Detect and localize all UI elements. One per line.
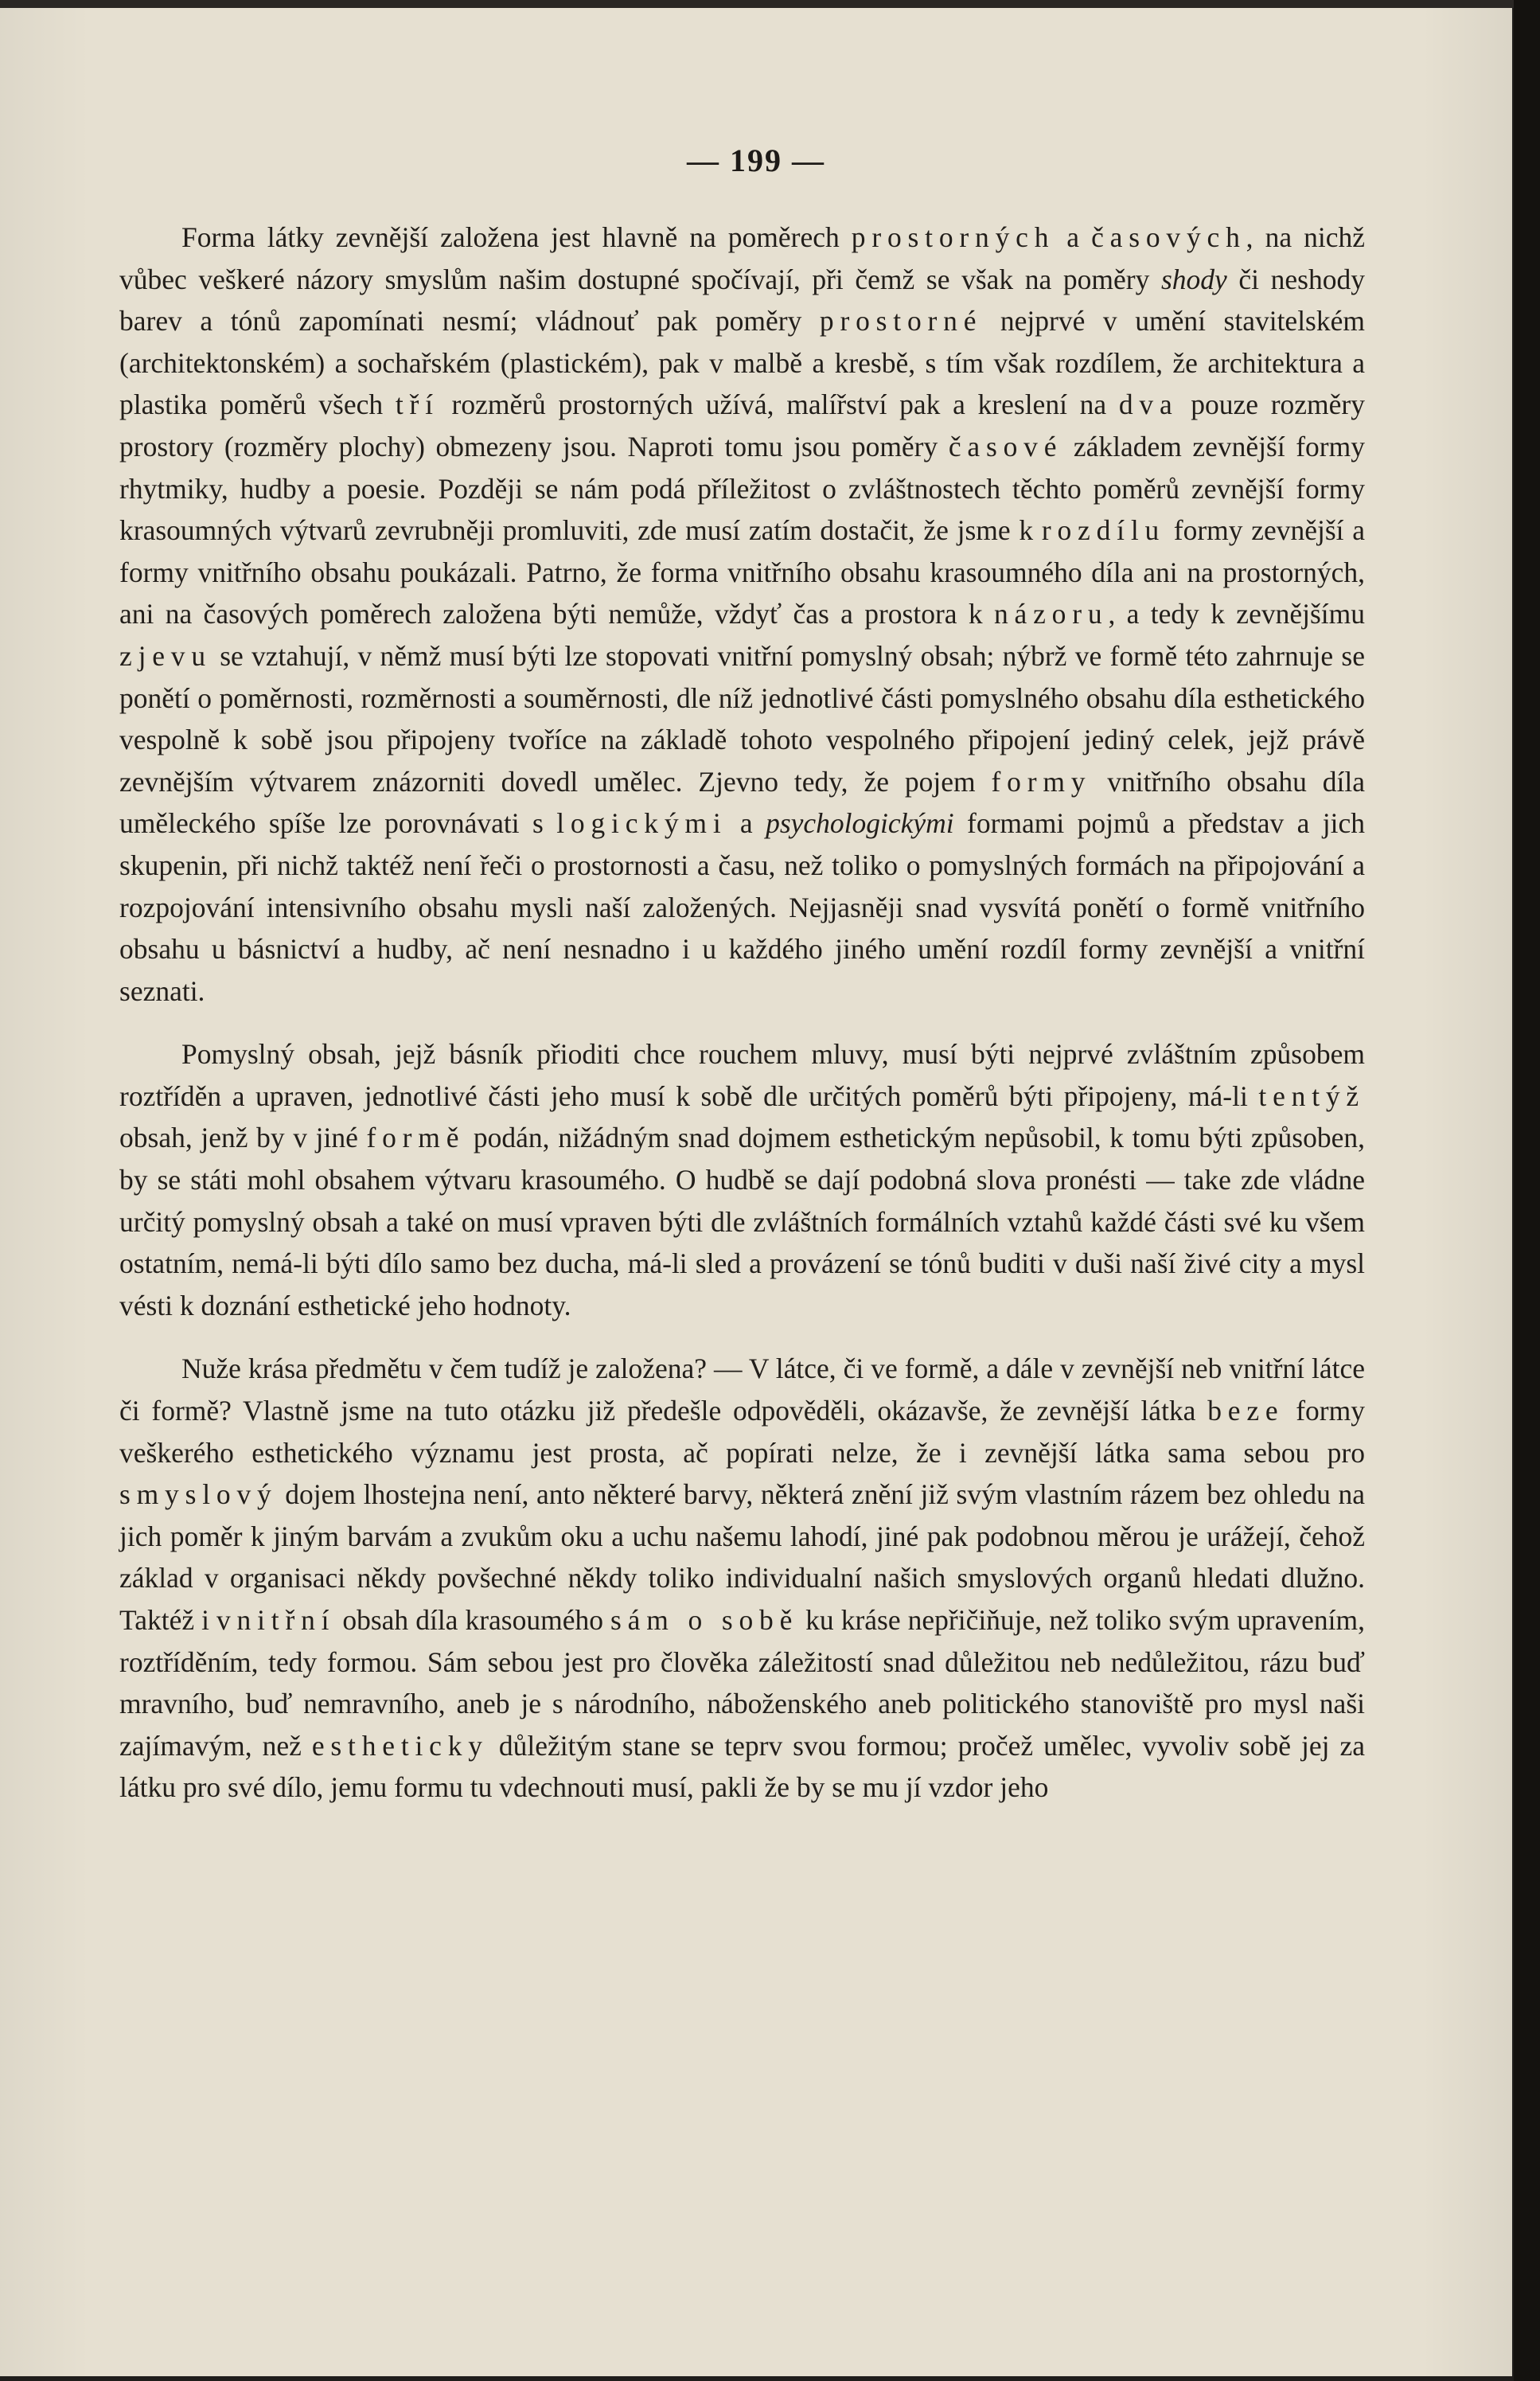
text-run: Forma látky zevnější založena jest hlavně na poměrech — [181, 221, 852, 253]
text-run: nejprvé v umění stavitelském (architektonském) a sochařském (plastickém), pak v malbě a kresbě, s tím však rozdílem, že architektura a plastika poměrů všech — [119, 305, 1365, 421]
text-run: důležitým stane se teprv svou formou; pročež umělec, vyvoliv sobě jej za látku pro své dílo, jemu formu tu vdechnouti musí, pakli že by se mu jí vzdor jeho — [119, 1729, 1365, 1804]
text-run: dojem lhostejna není, anto některé barvy, některá znění již svým vlastním rázem bez ohledu na jich poměr k jiným barvám a zvukům oku a uchu našemu lahodí, jiné pak podobnou měrou je urážejí, čehož základ v organisaci někdy povšechné někdy toliko individualní našich smyslových organů hledati dlužno. Taktéž i — [119, 1478, 1365, 1636]
paragraph — [119, 217, 1365, 1012]
text-run: rozměrů prostorných užívá, malířství pak a kreslení na — [439, 388, 1119, 421]
spaced-emphasis: beze — [1207, 1395, 1285, 1427]
text-run: a — [1055, 221, 1092, 253]
paragraph — [119, 1033, 1365, 1326]
text-run: a — [727, 807, 766, 840]
spaced-emphasis: smyslový — [119, 1478, 278, 1511]
spaced-emphasis: formě — [366, 1122, 466, 1154]
italic-emphasis: shody — [1160, 263, 1227, 295]
text-run: vnitřního obsahu díla uměleckého spíše lze porovnávati s — [119, 765, 1365, 840]
body-text — [119, 217, 1365, 1830]
page-number: — 199 — — [687, 142, 825, 178]
spaced-emphasis: časové — [948, 430, 1063, 463]
italic-emphasis: psychologickými — [766, 807, 954, 840]
book-page — [0, 8, 1512, 2376]
spaced-emphasis: prostorné — [819, 305, 983, 338]
text-run: formy zevnější a formy vnitřního obsahu poukázali. Patrno, že forma vnitřního obsahu krasoumného díla ani na prostorných, ani na časových poměrech založena býti nemůže, vždyť čas a prostora k — [119, 514, 1366, 630]
spaced-emphasis: logickými — [556, 807, 727, 840]
text-run: Pomyslný obsah, jejž básník přioditi chce rouchem mluvy, musí býti nejprvé zvláštním způsobem roztříděn a upraven, jednotlivé části jeho musí k sobě dle určitých poměrů býti připojeny, má-li — [119, 1038, 1365, 1112]
text-run: formami pojmů a představ a jich skupenin, při nichž taktéž není řeči o prostornosti a času, než toliko o pomyslných formách na připojování a rozpojování intensivního obsahu mysli naší založených. Nejjasněji snad vysvítá ponětí o formě vnitřního obsahu u básnictví a hudby, ač není nesnadno i u každého jiného umění rozdíl formy zevnější a vnitřní seznati. — [119, 807, 1365, 1007]
text-run: či neshody barev a tónů zapomínati nesmí; vládnouť pak poměry — [119, 263, 1365, 338]
spaced-emphasis: sám o sobě — [610, 1604, 799, 1636]
spaced-emphasis: časových — [1091, 221, 1246, 253]
text-run: obsah, jenž by v jiné — [119, 1122, 367, 1154]
scan-top-border — [0, 0, 1540, 8]
spaced-emphasis: estheticky — [311, 1729, 489, 1762]
scan-right-border — [1514, 0, 1540, 2381]
text-run: ku kráse nepřičiňuje, než toliko svým upravením, roztříděním, tedy formou. Sám sebou jest pro člověka záležitostí snad důležitou neb nedůležitou, rázu buď mravního, buď nemravního, aneb je s národního, náboženského aneb politického stanoviště pro mysl naši zajímavým, než — [119, 1604, 1365, 1762]
spaced-emphasis: formy — [991, 765, 1092, 798]
spaced-emphasis: dva — [1118, 388, 1179, 421]
text-run: podán, nižádným snad dojmem esthetickým nepůsobil, k tomu býti způsoben, by se státi mohl obsahem výtvaru krasoumého. O hudbě se dají podobná slova pronésti — take zde vládne určitý pomyslný obsah a také on musí vpraven býti dle zvláštních formálních vztahů každé části své ku všem ostatním, nemá-li býti dílo samo bez ducha, má-li sled a provázení se tónů buditi v duši naší živé city a mysl vésti k doznání esthetické jeho hodnoty. — [119, 1122, 1366, 1321]
text-run: pouze rozměry prostory (rozměry plochy) obmezeny jsou. Naproti tomu jsou poměry — [119, 388, 1365, 463]
text-run: obsah díla krasoumého — [335, 1604, 610, 1636]
text-run: , na nichž vůbec veškeré názory smyslům našim dostupné spočívají, při čemž se však na poměry — [119, 221, 1365, 295]
spaced-emphasis: zjevu — [119, 639, 212, 672]
spaced-emphasis: rozdílu — [1041, 514, 1166, 547]
spaced-emphasis: tentýž — [1258, 1079, 1365, 1112]
spaced-emphasis: tří — [395, 388, 439, 421]
text-run: formy veškerého esthetického významu jest prosta, ač popírati nelze, že i zevnější látka sama sebou pro — [119, 1395, 1365, 1469]
spaced-emphasis: vnitřní — [216, 1604, 336, 1636]
spaced-emphasis: prostorných — [851, 221, 1055, 253]
paragraph — [119, 1348, 1365, 1809]
text-run: , a tedy k zevnějšímu — [1108, 598, 1365, 630]
spaced-emphasis: názoru — [993, 598, 1109, 630]
text-run: základem zevnější formy rhytmiky, hudby a poesie. Později se nám podá příležitost o zvláštnostech těchto poměrů zevnější formy krasoumných výtvarů zevrubněji promluviti, zde musí zatím dostačit, že jsme k — [119, 430, 1365, 547]
text-run: se vztahují, v němž musí býti lze stopovati vnitřní pomyslný obsah; nýbrž ve formě této zahrnuje se ponětí o poměrnosti, rozměrnosti a souměrnosti, dle níž jednotlivé části pomyslného obsahu díla esthetického vespolně k sobě jsou připojeny tvoříce na základě tohoto vespolného připojení jediný celek, jejž právě zevnějším výtvarem znázorniti dovedl umělec. Zjevno tedy, že pojem — [119, 639, 1365, 798]
text-run: Nuže krása předmětu v čem tudíž je založena? — V látce, či ve formě, a dále v zevnější neb vnitřní látce či formě? Vlastně jsme na tuto otázku již předešle odpověděli, okázavše, že zevnější látka — [119, 1352, 1365, 1427]
